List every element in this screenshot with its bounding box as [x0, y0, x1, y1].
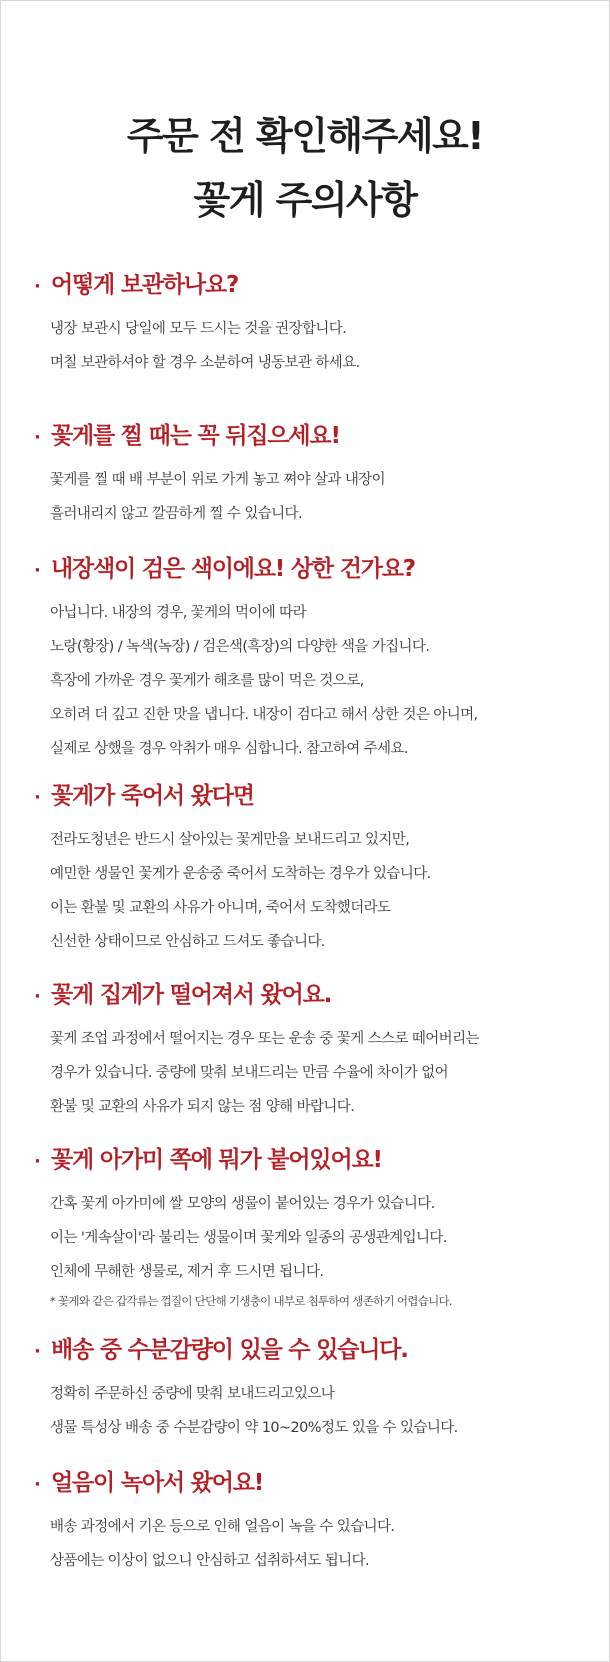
section-heading-text: 꽃게를 찔 때는 꼭 뒤집으세요!: [51, 423, 340, 449]
section-text-line: 며칠 보관하셔야 할 경우 소분하여 냉동보관 하세요.: [50, 355, 360, 371]
section-text-line: 이는 환불 및 교환의 사유가 아니며, 죽어서 도착했더라도: [50, 900, 391, 916]
section-text-line: 꽃게 조업 과정에서 떨어지는 경우 또는 운송 중 꽃게 스스로 떼어버리는: [50, 1031, 479, 1047]
bullet-icon: ·: [34, 560, 40, 581]
section-heading: [34, 550, 594, 588]
section-heading-text: 꽃게가 죽어서 왔다면: [51, 783, 254, 809]
bullet-icon: ·: [34, 427, 40, 448]
section-heading-text: 얼음이 녹아서 왔어요!: [51, 1470, 264, 1496]
notice-section-storage: [34, 266, 594, 380]
section-heading: [34, 777, 594, 815]
section-text-line: 정확히 주문하신 중량에 맞춰 보내드리고있으나: [50, 1386, 335, 1402]
section-text-line: 실제로 상했을 경우 악취가 매우 심합니다. 참고하여 주세요.: [50, 741, 408, 757]
page-title-line1: 주문 전 확인해주세요!: [126, 114, 484, 158]
bullet-icon: ·: [34, 1151, 40, 1172]
notice-section-gill-parasite: [34, 1141, 594, 1313]
section-heading: [34, 417, 594, 455]
section-body: [50, 596, 594, 766]
section-heading: [34, 266, 594, 304]
section-text-line: 냉장 보관시 당일에 모두 드시는 것을 권장합니다.: [50, 321, 347, 337]
section-text-line: 환불 및 교환의 사유가 되지 않는 점 양해 바랍니다.: [50, 1099, 355, 1115]
section-text-line: 신선한 상태이므로 안심하고 드셔도 좋습니다.: [50, 934, 325, 950]
section-text-line: 아닙니다. 내장의 경우, 꽃게의 먹이에 따라: [50, 605, 306, 621]
section-text-line: 전라도청년은 반드시 살아있는 꽃게만을 보내드리고 있지만,: [50, 832, 410, 848]
section-heading: [34, 976, 594, 1014]
section-text-line: 흘러내리지 않고 깔끔하게 찔 수 있습니다.: [50, 506, 302, 522]
section-text-line: 상품에는 이상이 없으니 안심하고 섭취하셔도 됩니다.: [50, 1553, 370, 1569]
notice-section-detached-claw: [34, 976, 594, 1124]
notice-section-steaming: [34, 417, 594, 531]
bullet-icon: ·: [34, 276, 40, 297]
section-heading-text: 어떻게 보관하나요?: [51, 272, 239, 298]
section-body: [50, 463, 594, 531]
section-text-line: 노랑(황장) / 녹색(녹장) / 검은색(흑장)의 다양한 색을 가집니다.: [50, 639, 430, 655]
section-text-line: 꽃게를 찔 때 배 부분이 위로 가게 놓고 쪄야 살과 내장이: [50, 472, 386, 488]
notice-section-innard-color: [34, 550, 594, 766]
section-text-line: 인체에 무해한 생물로, 제거 후 드시면 됩니다.: [50, 1264, 324, 1280]
bullet-icon: ·: [34, 1474, 40, 1495]
section-body: [50, 312, 594, 380]
bullet-icon: ·: [34, 1341, 40, 1362]
notice-section-dead-crab: [34, 777, 594, 959]
section-heading: [34, 1464, 594, 1502]
section-text-line: 예민한 생물인 꽃게가 운송중 죽어서 도착하는 경우가 있습니다.: [50, 866, 431, 882]
section-body: [50, 1187, 594, 1313]
section-footnote: * 꽃게와 같은 갑각류는 껍질이 단단해 기생충이 내부로 침투하여 생존하기 어렵습니다.: [50, 1294, 452, 1308]
bullet-icon: ·: [34, 986, 40, 1007]
section-text-line: 간혹 꽃게 아가미에 쌀 모양의 생물이 붙어있는 경우가 있습니다.: [50, 1196, 435, 1212]
page-title-line2: 꽃게 주의사항: [193, 178, 417, 222]
section-heading-text: 배송 중 수분감량이 있을 수 있습니다.: [51, 1337, 408, 1363]
section-heading-text: 내장색이 검은 색이에요! 상한 건가요?: [51, 556, 415, 582]
section-body: [50, 1510, 594, 1578]
bullet-icon: ·: [34, 787, 40, 808]
notice-section-weight-loss: [34, 1331, 594, 1445]
section-text-line: 흑장에 가까운 경우 꽃게가 해초를 많이 먹은 것으로,: [50, 673, 364, 689]
section-body: [50, 1377, 594, 1445]
section-text-line: 오히려 더 깊고 진한 맛을 냅니다. 내장이 검다고 해서 상한 것은 아니며,: [50, 707, 478, 723]
section-heading: [34, 1331, 594, 1369]
section-heading-text: 꽃게 아가미 쪽에 뭐가 붙어있어요!: [51, 1147, 382, 1173]
section-heading-text: 꽃게 집게가 떨어져서 왔어요.: [51, 982, 332, 1008]
section-text-line: 배송 과정에서 기온 등으로 인해 얼음이 녹을 수 있습니다.: [50, 1519, 395, 1535]
notice-section-melted-ice: [34, 1464, 594, 1578]
section-heading: [34, 1141, 594, 1179]
section-body: [50, 823, 594, 959]
section-text-line: 생물 특성상 배송 중 수분감량이 약 10~20%정도 있을 수 있습니다.: [50, 1420, 458, 1436]
section-body: [50, 1022, 594, 1124]
section-text-line: 이는 '게속살이'라 불리는 생물이며 꽃게와 일종의 공생관계입니다.: [50, 1230, 447, 1246]
section-text-line: 경우가 있습니다. 중량에 맞춰 보내드리는 만큼 수율에 차이가 없어: [50, 1065, 449, 1081]
